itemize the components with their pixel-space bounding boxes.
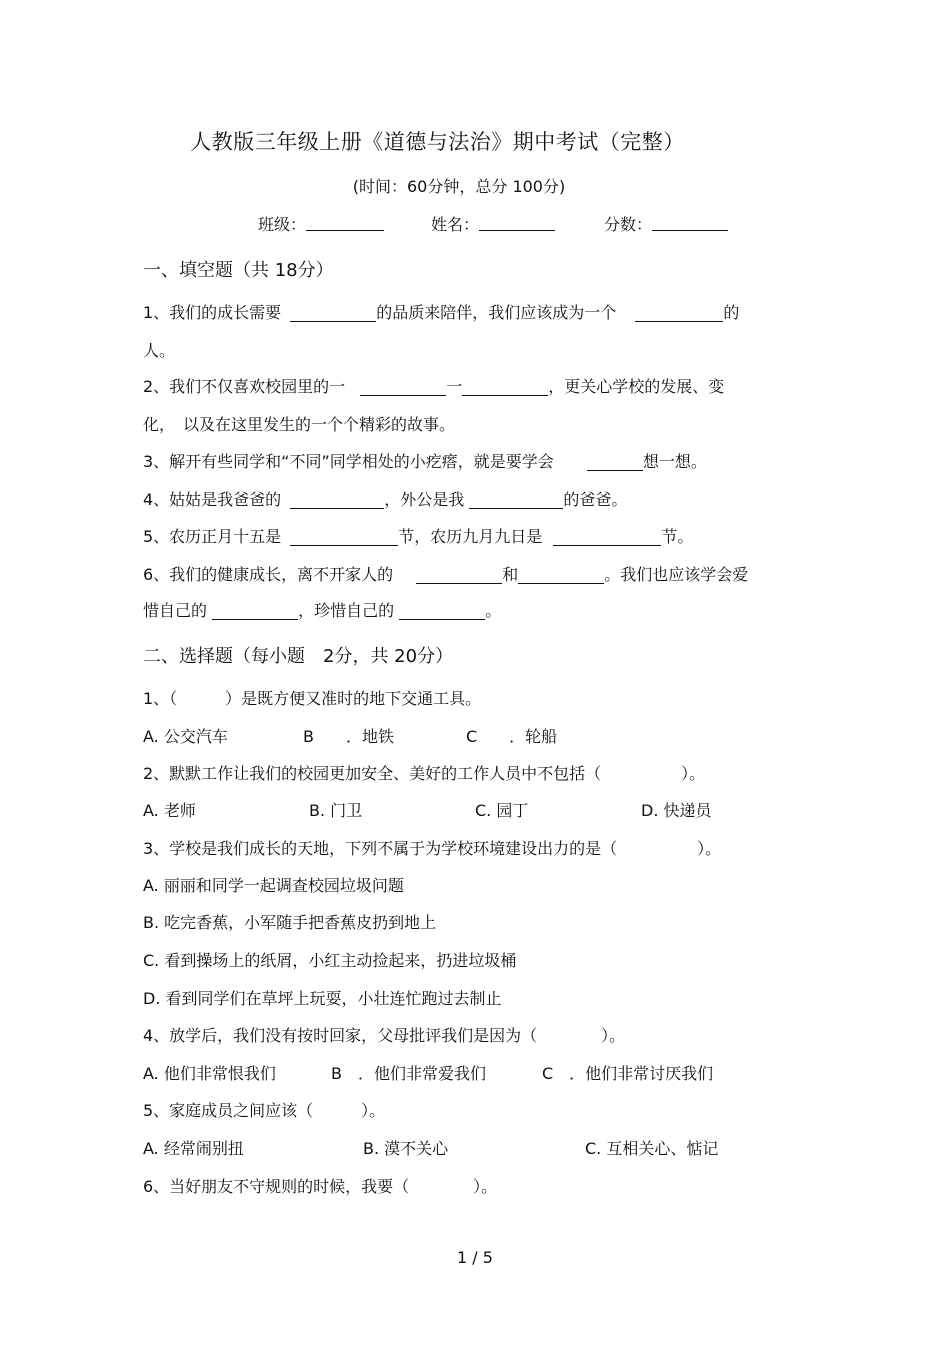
choice-option[interactable]: A. 老师 (143, 801, 196, 820)
fill-question-5: 5、农历正月十五是 节，农历九月九日是 节。 (143, 527, 694, 546)
fill-question-1-line-2: 人。 (143, 341, 176, 360)
choice-option[interactable]: C ．他们非常讨厌我们 (542, 1064, 714, 1083)
choice-option[interactable]: C ．轮船 (466, 727, 558, 746)
answer-blank[interactable] (416, 565, 502, 584)
choice-option[interactable]: D. 看到同学们在草坪上玩耍，小壮连忙跑过去制止 (143, 989, 502, 1008)
choice-question-1: 1、（ ）是既方便又准时的地下交通工具。 (143, 689, 482, 708)
fill-question-1-line-1: 1、我们的成长需要 的品质来陪伴，我们应该成为一个 的 (143, 303, 740, 322)
fill-question-6-line-1: 6、我们的健康成长，离不开家人的 和 。我们也应该学会爱 (143, 565, 749, 584)
answer-blank[interactable] (462, 377, 548, 396)
class-blank[interactable] (306, 212, 384, 231)
class-label: 班级： (258, 215, 307, 234)
choice-option[interactable]: C. 看到操场上的纸屑，小红主动捡起来，扔进垃圾桶 (143, 951, 517, 970)
name-label: 姓名： (431, 215, 480, 234)
answer-blank[interactable] (469, 490, 563, 509)
fill-question-6-line-2: 惜自己的 ，珍惜自己的 。 (143, 601, 502, 620)
page-title: 人教版三年级上册《道德与法治》期中考试（完整） (190, 130, 685, 154)
choice-option[interactable]: B ．他们非常爱我们 (331, 1064, 486, 1083)
choice-question-5: 5、家庭成员之间应该（ ）。 (143, 1101, 386, 1120)
choice-question-6: 6、当好朋友不守规则的时候，我要（ ）。 (143, 1177, 498, 1196)
section-multiple-choice-heading: 二、选择题（每小题 2分，共 20分） (143, 646, 454, 667)
section-fill-in-heading: 一、填空题（共 18分） (143, 260, 334, 281)
answer-blank[interactable] (518, 565, 604, 584)
answer-blank[interactable] (587, 452, 643, 471)
page-number: 1 / 5 (457, 1248, 493, 1267)
choice-option[interactable]: B. 门卫 (309, 801, 363, 820)
answer-blank[interactable] (360, 377, 446, 396)
choice-option[interactable]: A. 他们非常恨我们 (143, 1064, 276, 1083)
choice-option[interactable]: A. 经常闹别扭 (143, 1139, 244, 1158)
choice-option[interactable]: A. 公交汽车 (143, 727, 228, 746)
choice-option[interactable]: B. 漠不关心 (363, 1139, 449, 1158)
score-field (604, 212, 652, 235)
choice-question-4: 4、放学后，我们没有按时回家，父母批评我们是因为（ ）。 (143, 1026, 626, 1045)
exam-time-info: (时间：60分钟，总分 100分) (352, 177, 566, 196)
fill-question-2-line-1: 2、我们不仅喜欢校园里的一 一 ，更关心学校的发展、变 (143, 377, 725, 396)
class-field (258, 212, 306, 235)
choice-option[interactable]: B. 吃完香蕉，小军随手把香蕉皮扔到地上 (143, 913, 437, 932)
choice-question-2: 2、默默工作让我们的校园更加安全、美好的工作人员中不包括（ ）。 (143, 764, 706, 783)
choice-option[interactable]: B ．地铁 (303, 727, 394, 746)
fill-question-4: 4、姑姑是我爸爸的 ，外公是我 的爸爸。 (143, 490, 628, 509)
score-blank[interactable] (652, 212, 728, 231)
answer-blank[interactable] (635, 303, 723, 322)
fill-question-3: 3、解开有些同学和“不同”同学相处的小疙瘩，就是要学会 想一想。 (143, 452, 707, 471)
answer-blank[interactable] (212, 601, 298, 620)
choice-question-3: 3、学校是我们成长的天地，下列不属于为学校环境建设出力的是（ ）。 (143, 839, 722, 858)
choice-option[interactable]: C. 园丁 (475, 801, 529, 820)
choice-option[interactable]: A. 丽丽和同学一起调查校园垃圾问题 (143, 876, 404, 895)
choice-option[interactable]: D. 快递员 (641, 801, 712, 820)
fill-question-2-line-2: 化， 以及在这里发生的一个个精彩的故事。 (143, 415, 456, 434)
answer-blank[interactable] (553, 527, 661, 546)
score-label: 分数： (604, 215, 653, 234)
answer-blank[interactable] (290, 527, 398, 546)
answer-blank[interactable] (399, 601, 485, 620)
name-field (431, 212, 479, 235)
choice-option[interactable]: C. 互相关心、惦记 (585, 1139, 719, 1158)
name-blank[interactable] (479, 212, 555, 231)
answer-blank[interactable] (290, 490, 384, 509)
answer-blank[interactable] (290, 303, 376, 322)
